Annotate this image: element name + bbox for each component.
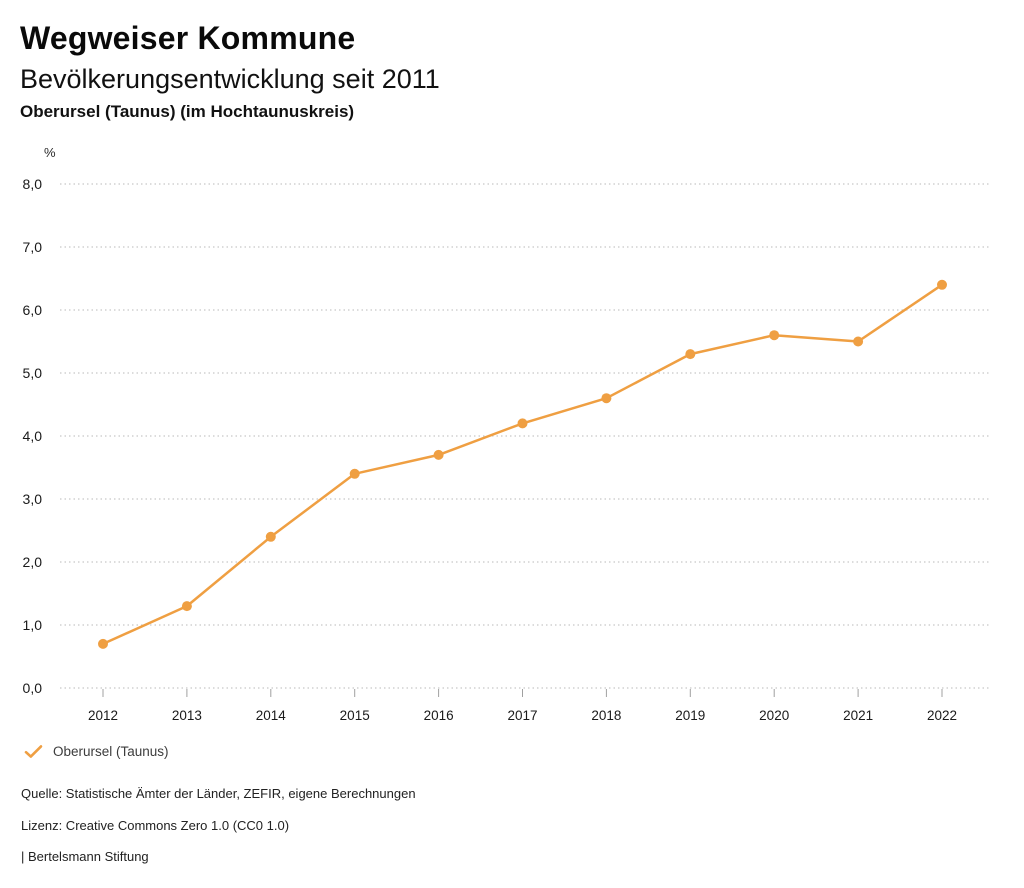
y-tick-label: 5,0 — [22, 365, 42, 381]
x-tick-label: 2018 — [591, 708, 622, 723]
app-title: Wegweiser Kommune — [20, 20, 356, 56]
y-tick-label: 0,0 — [22, 680, 42, 696]
x-tick-label: 2012 — [87, 708, 119, 723]
legend-item-label: Oberursel (Taunus) — [53, 744, 169, 759]
x-tick-label: 2020 — [759, 708, 790, 723]
chart-title: Bevölkerungsentwicklung seit 2011 — [20, 64, 440, 94]
data-point[interactable] — [937, 280, 947, 290]
x-tick-label: 2019 — [675, 708, 706, 723]
data-point[interactable] — [98, 639, 108, 649]
data-point[interactable] — [266, 532, 276, 542]
y-tick-label: 2,0 — [22, 554, 42, 570]
series-line — [103, 285, 942, 644]
y-tick-label: 1,0 — [22, 617, 42, 633]
x-tick-label: 2022 — [926, 708, 958, 723]
legend-check-icon — [24, 744, 43, 759]
line-chart — [0, 170, 1024, 736]
y-tick-label: 7,0 — [22, 239, 42, 255]
x-tick-label: 2017 — [507, 708, 538, 723]
x-tick-label: 2016 — [423, 708, 454, 723]
license-text: Lizenz: Creative Commons Zero 1.0 (CC0 1.0) — [21, 818, 290, 833]
data-point[interactable] — [601, 393, 611, 403]
data-point[interactable] — [853, 337, 863, 347]
source-text: Quelle: Statistische Ämter der Länder, ZEFIR, eigene Berechnungen — [21, 786, 416, 801]
y-tick-label: 6,0 — [22, 302, 42, 318]
data-point[interactable] — [182, 601, 192, 611]
y-tick-label: 8,0 — [22, 176, 42, 192]
data-point[interactable] — [769, 330, 779, 340]
y-tick-label: 4,0 — [22, 428, 42, 444]
y-tick-label: 3,0 — [22, 491, 42, 507]
x-tick-label: 2021 — [843, 708, 874, 723]
x-tick-label: 2014 — [255, 708, 286, 723]
data-point[interactable] — [685, 349, 695, 359]
attribution-text: | Bertelsmann Stiftung — [21, 849, 149, 864]
x-tick-label: 2013 — [171, 708, 202, 723]
chart-region-subtitle: Oberursel (Taunus) (im Hochtaunuskreis) — [20, 102, 355, 121]
y-axis-unit-label: % — [44, 145, 56, 160]
data-point[interactable] — [350, 469, 360, 479]
data-point[interactable] — [518, 418, 528, 428]
x-tick-label: 2015 — [339, 708, 370, 723]
data-point[interactable] — [434, 450, 444, 460]
legend-item-oberursel[interactable] — [24, 744, 169, 759]
